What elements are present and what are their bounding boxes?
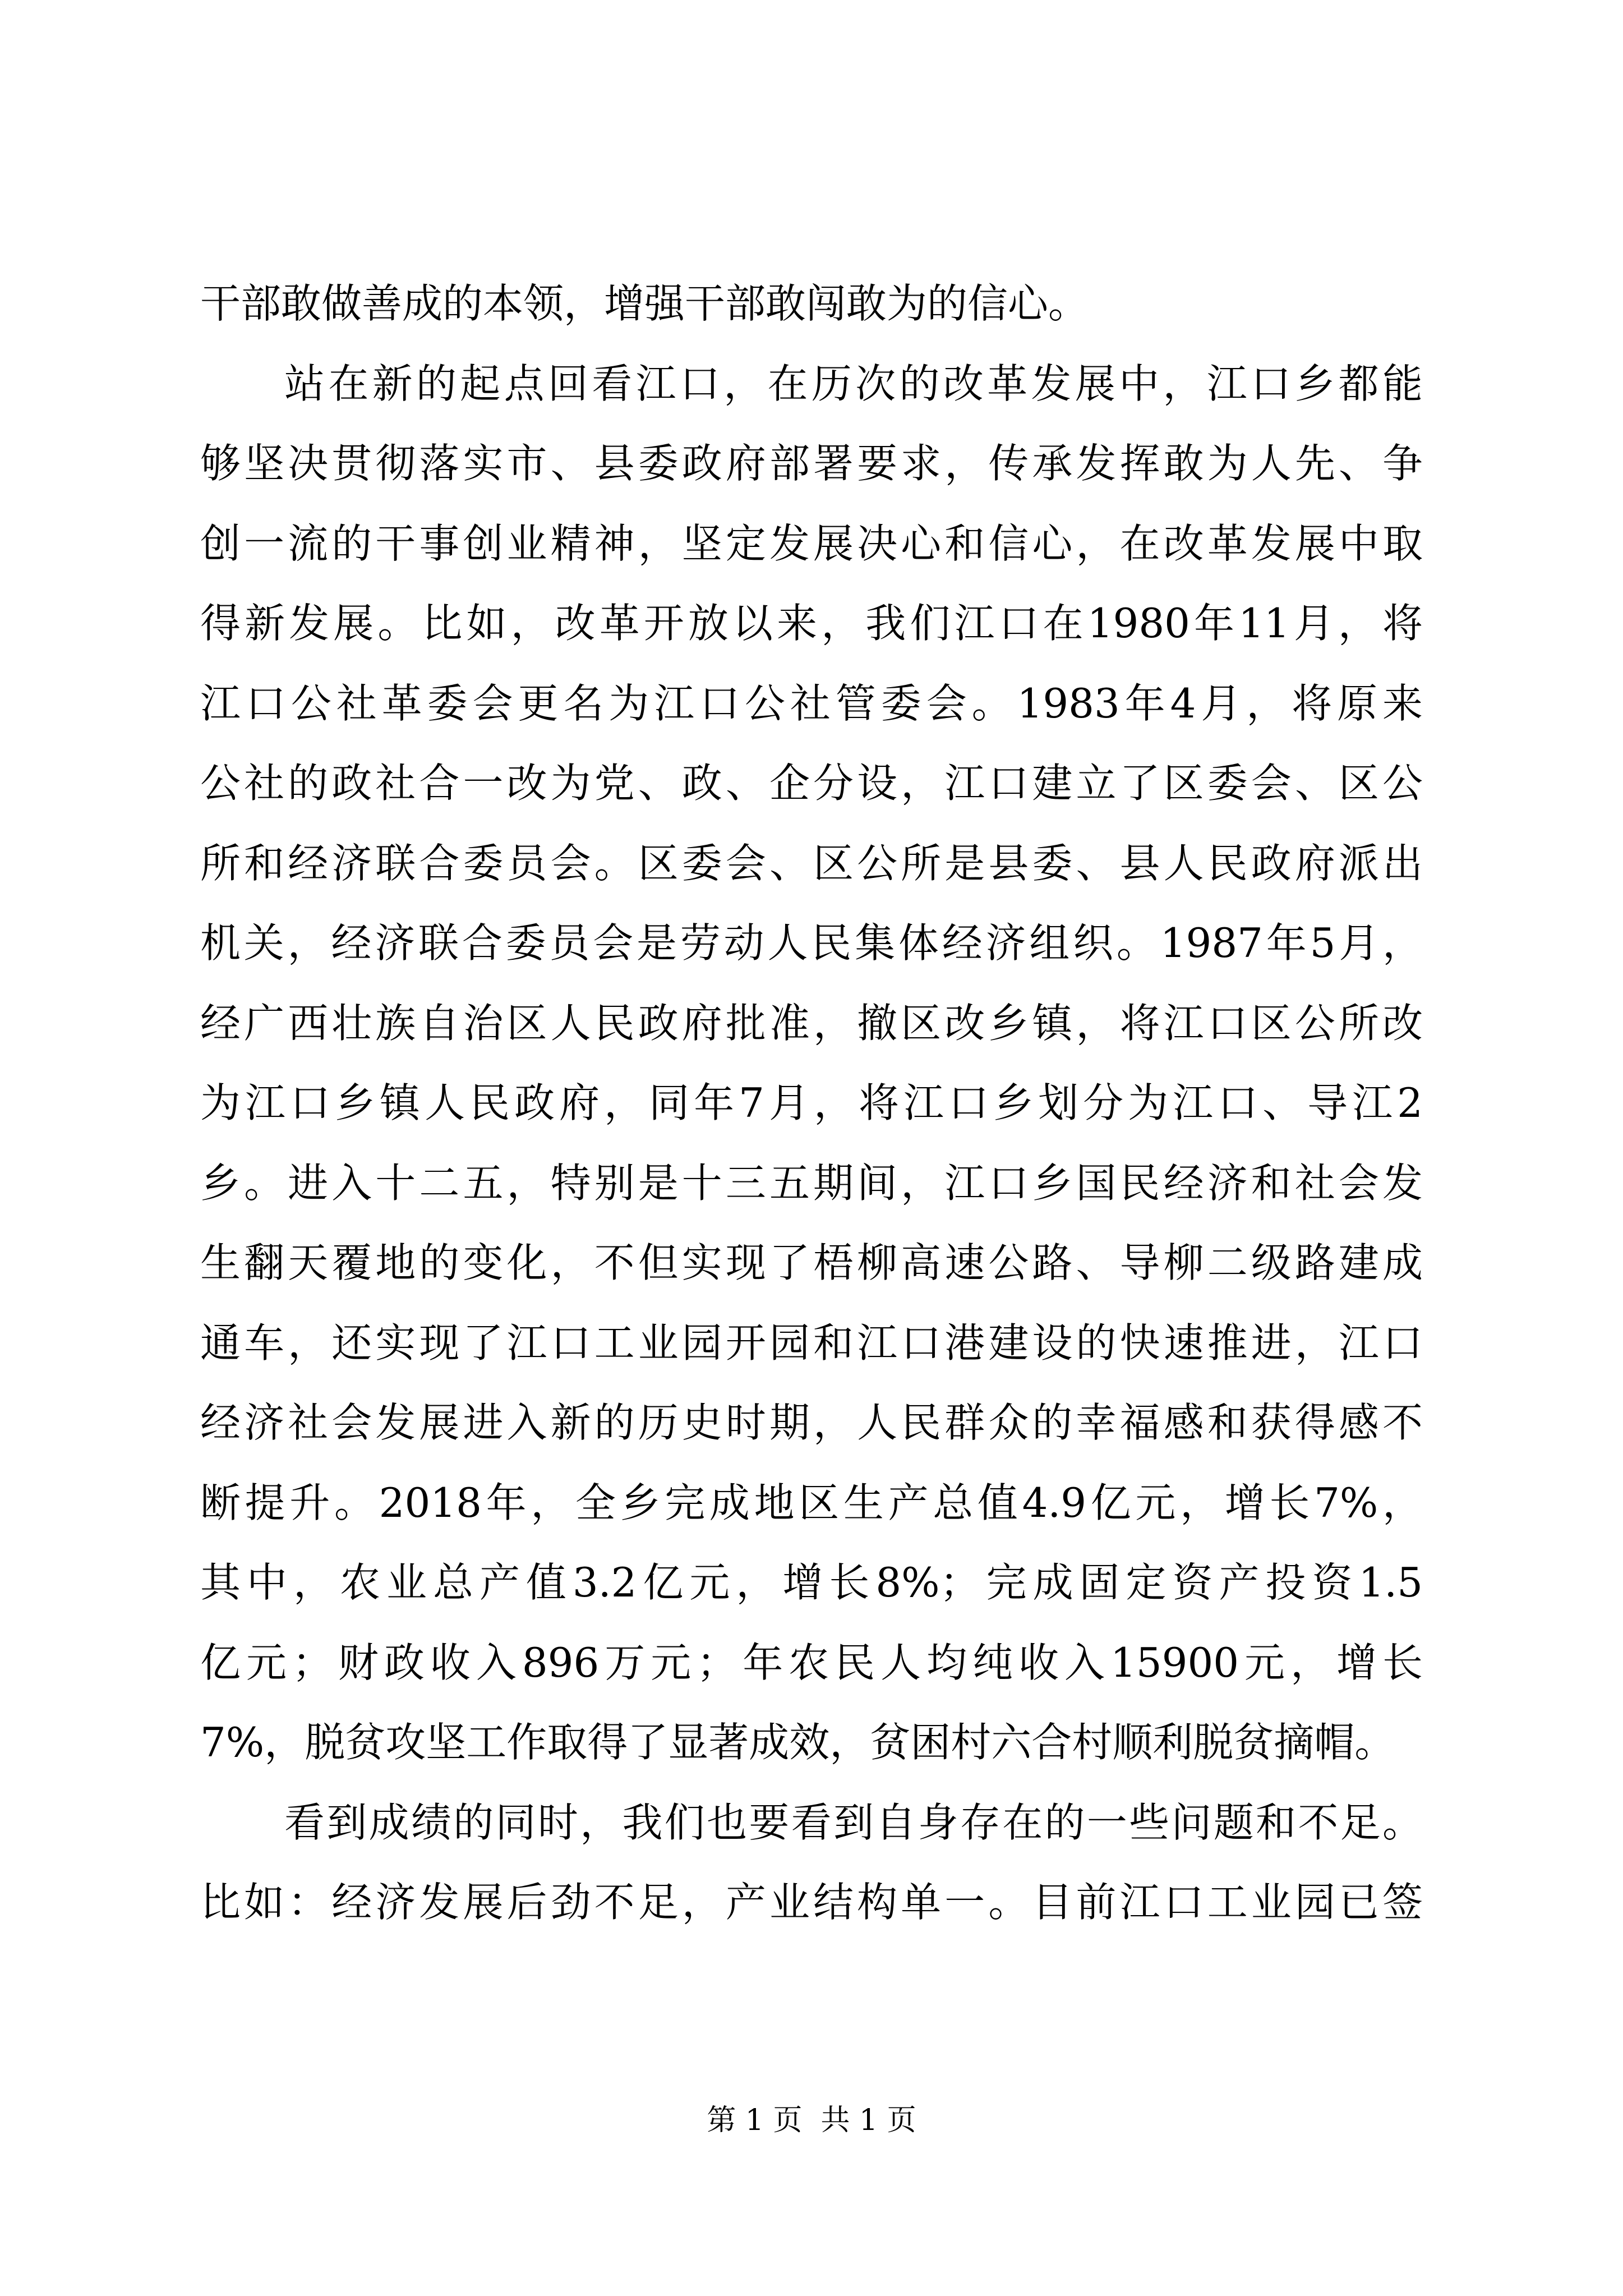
text-line: 生翻天覆地的变化，不但实现了梧柳高速公路、导柳二级路建成 — [200, 1239, 1423, 1286]
text-line: 断提升。2018年，全乡完成地区生产总值4.9亿元，增长7%， — [200, 1479, 1423, 1526]
text-line: 亿元；财政收入896万元；年农民人均纯收入15900元，增长 — [200, 1639, 1423, 1686]
text-line: 经广西壮族自治区人民政府批准，撤区改乡镇，将江口区公所改 — [200, 999, 1423, 1047]
text-line: 公社的政社合一改为党、政、企分设，江口建立了区委会、区公 — [200, 760, 1423, 807]
text-line: 乡。进入十二五，特别是十三五期间，江口乡国民经济和社会发 — [200, 1159, 1423, 1207]
text-line: 干部敢做善成的本领，增强干部敢闯敢为的信心。 — [200, 280, 1089, 327]
text-line: 得新发展。比如，改革开放以来，我们江口在1980年11月，将 — [200, 600, 1423, 647]
text-line: 比如：经济发展后劲不足，产业结构单一。目前江口工业园已签 — [200, 1879, 1423, 1926]
text-line: 通车，还实现了江口工业园开园和江口港建设的快速推进，江口 — [200, 1319, 1423, 1366]
text-line: 为江口乡镇人民政府，同年7月，将江口乡划分为江口、导江2 — [200, 1079, 1423, 1126]
body-text — [200, 264, 1423, 1943]
page-footer: 第 1 页 共 1 页 — [707, 2104, 916, 2137]
text-line: 够坚决贯彻落实市、县委政府部署要求，传承发挥敢为人先、争 — [200, 440, 1423, 487]
text-line: 江口公社革委会更名为江口公社管委会。1983年4月，将原来 — [200, 679, 1423, 727]
text-line: 创一流的干事创业精神，坚定发展决心和信心，在改革发展中取 — [200, 519, 1423, 567]
text-line: 7%，脱贫攻坚工作取得了显著成效，贫困村六合村顺利脱贫摘帽。 — [200, 1719, 1395, 1766]
text-line: 其中，农业总产值3.2亿元，增长8%；完成固定资产投资1.5 — [200, 1559, 1423, 1606]
paragraph-start-line: 看到成绩的同时，我们也要看到自身存在的一些问题和不足。 — [284, 1798, 1423, 1846]
text-line: 经济社会发展进入新的历史时期，人民群众的幸福感和获得感不 — [200, 1399, 1423, 1446]
text-line: 机关，经济联合委员会是劳动人民集体经济组织。1987年5月， — [200, 919, 1423, 967]
paragraph-start-line: 站在新的起点回看江口，在历次的改革发展中，江口乡都能 — [284, 360, 1423, 407]
text-line: 所和经济联合委员会。区委会、区公所是县委、县人民政府派出 — [200, 839, 1423, 887]
